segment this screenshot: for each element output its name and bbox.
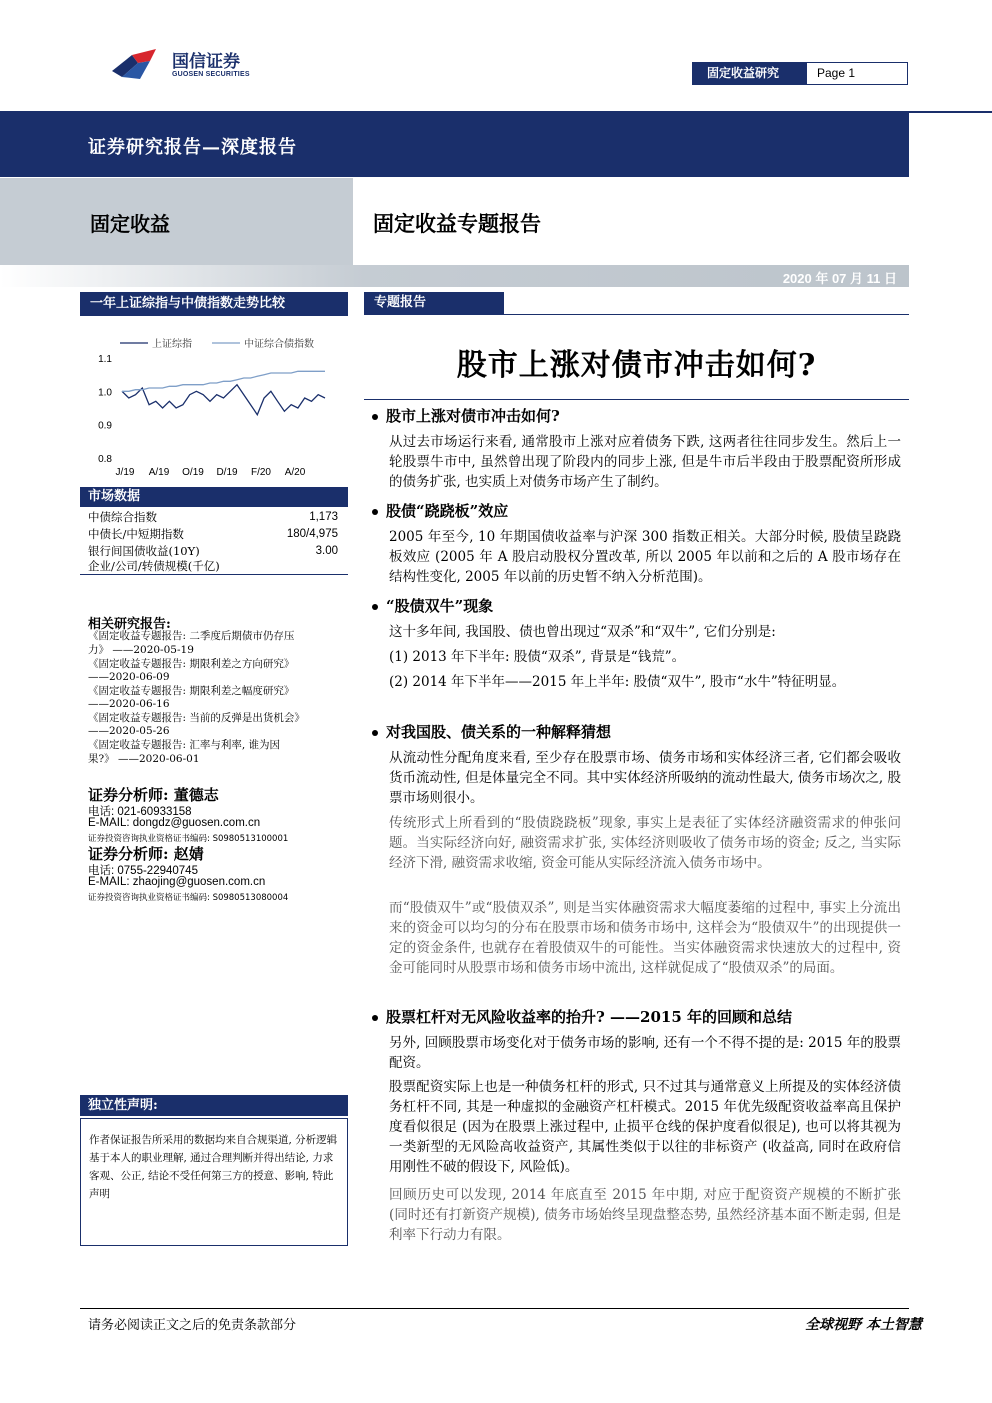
declaration-box (80, 1118, 348, 1246)
report-series: 固定收益专题报告 (373, 211, 541, 236)
market-row (88, 526, 340, 543)
declaration-text: 作者保证报告所采用的数据均来自合规渠道, 分析逻辑基于本人的职业理解, 通过合理判断并得出结论, 力求客观、公正, 结论不受任何第三方的授意、影响, 特此声明 (89, 1134, 338, 1200)
series-line (122, 385, 325, 415)
analyst-cert: 证券投资咨询执业资格证书编码: S0980513100001 (88, 834, 289, 844)
related-report-line: 《固定收益专题报告: 期限利差之幅度研究》 (88, 685, 295, 697)
body-paragraph: 这十多年间, 我国股、债也曾出现过“双杀”和“双牛”, 它们分别是: (389, 624, 776, 640)
related-report-line: 《固定收益专题报告: 当前的反弹是出货机会》 (88, 712, 305, 724)
x-tick-label: D/19 (216, 467, 238, 478)
related-report-line: ——2020-06-16 (88, 698, 170, 710)
sector-label: 固定收益 (90, 212, 170, 236)
guosen-logo-icon (110, 49, 168, 83)
related-report-line: 力》 ——2020-05-19 (88, 644, 194, 656)
related-report-line: 果?》 ——2020-06-01 (88, 753, 200, 765)
report-type: 证券研究报告—深度报告 (88, 137, 297, 158)
analyst-phone: 电话: 021-60933158 (88, 806, 192, 818)
report-date: 2020 年 07 月 11 日 (782, 271, 897, 286)
date-band (0, 265, 909, 287)
x-tick-label: O/19 (182, 467, 204, 478)
x-tick-label: A/20 (284, 467, 306, 478)
legend-label: 中证综合债指数 (244, 339, 314, 350)
legend-label: 上证综指 (152, 339, 192, 350)
chart-x-axis (116, 467, 306, 478)
bullet-icon (372, 730, 378, 736)
declaration-heading: 独立性声明: (80, 1095, 348, 1116)
analyst-cert: 证券投资咨询执业资格证书编码: S0980513080004 (88, 893, 289, 903)
section-heading: 股市上涨对债市冲击如何? (372, 405, 560, 426)
market-row-label: 企业/公司/转债规模(千亿) (88, 559, 220, 573)
analyst-title: 证券分析师: 董德志 (88, 786, 219, 804)
y-tick-label: 1.1 (98, 354, 112, 365)
related-reports-heading: 相关研究报告: (88, 617, 171, 632)
brand-name-en: GUOSEN SECURITIES (172, 71, 250, 78)
body-paragraph: 而“股债双牛”或“股债双杀”, 则是当实体融资需求大幅度萎缩的过程中, 事实上分流出来的资金可以均匀的分布在股票市场和债务市场中, 这样会为“股债双牛”的出现提供一定的资金条件, 也就存在着股债双牛的可能性。当实体融资需求快速放大的过程中, 资金可能同时从股票市场和债务市场中流出, 这样就促成了“股债双杀”的局面。 (389, 900, 901, 976)
market-row-value: 1,173 (309, 511, 338, 523)
index-comparison-chart (80, 330, 340, 480)
brand-name-cn: 国信证券 (172, 52, 240, 72)
body-paragraph: (1) 2013 年下半年: 股债“双杀”, 背景是“钱荒”。 (389, 649, 686, 665)
title-rule (364, 399, 909, 400)
header-category: 固定收益研究 (693, 63, 807, 84)
market-row-label: 中债长/中短期指数 (88, 527, 184, 541)
related-report-line: ——2020-06-09 (88, 671, 170, 683)
body-paragraph: 股票配资实际上也是一种债务杠杆的形式, 只不过其与通常意义上所提及的实体经济债务杠杆不同, 其是一种虚拟的金融资产杠杆模式。2015 年优先级配资收益率高且保护度看似很足 (因为在股票上涨过程中, 止损平仓线的保护度看似很足), 也可以将其视为一类新型的无风险高收益资产, 其属性类似于以往的非标资产 (收益高, 同时在政府信用刚性不破的假设下, 风险低)。 (389, 1079, 901, 1175)
market-row-value: 3.00 (315, 545, 338, 557)
y-tick-label: 0.9 (98, 420, 112, 432)
body-paragraph: 从过去市场运行来看, 通常股市上涨对应着债务下跌, 这两者往往同步发生。然后上一轮股票牛市中, 虽然曾出现了阶段内的同步上涨, 但是牛市后半段由于股票配资所形成的债务扩张, 也实质上对债务市场产生了制约。 (389, 434, 901, 490)
x-tick-label: F/20 (250, 467, 272, 478)
x-tick-label: A/19 (148, 467, 170, 478)
chart-y-axis (98, 354, 112, 465)
body-paragraph: (2) 2014 年下半年——2015 年上半年: 股债“双牛”, 股市“水牛”特征明显。 (389, 674, 846, 690)
footer-disclaimer: 请务必阅读正文之后的免责条款部分 (88, 1318, 297, 1333)
report-type-band (0, 113, 909, 177)
body-paragraph: 回顾历史可以发现, 2014 年底直至 2015 年中期, 对应于配资资产规模的不断扩张 (同时还有打新资产规模), 债务市场始终呈现盘整态势, 虽然经济基本面不断走弱, 但是利率下行动力有限。 (389, 1187, 901, 1243)
analyst-title: 证券分析师: 赵婧 (88, 845, 204, 863)
y-tick-label: 1.0 (98, 387, 112, 399)
bullet-icon (372, 509, 378, 515)
market-row (88, 558, 340, 575)
footer-rule (80, 1308, 909, 1309)
section-heading: 对我国股、债关系的一种解释猜想 (372, 721, 611, 742)
sector-panel (0, 178, 353, 265)
section-heading: 股票杠杆对无风险收益率的抬升? ——2015 年的回顾和总结 (372, 1006, 792, 1027)
y-tick-label: 0.8 (98, 454, 112, 465)
body-paragraph: 从流动性分配角度来看, 至少存在股票市场、债务市场和实体经济三者, 它们都会吸收货币流动性, 但是体量完全不同。其中实体经济所吸纳的流动性最大, 债务市场次之, 股票市场则很小。 (389, 750, 901, 806)
chart-heading: 一年上证综指与中债指数走势比较 (80, 292, 348, 316)
body-paragraph: 传统形式上所看到的“股债跷跷板”现象, 事实上是表征了实体经济融资需求的伸张问题。当实际经济向好, 融资需求扩张, 实体经济则吸收了债务市场的资金; 反之, 当实际经济下滑, 融资需求收缩, 资金可能从实际经济流入债务市场中。 (389, 815, 901, 871)
footer-slogan: 全球视野 本土智慧 (805, 1317, 922, 1333)
section-heading: 股债“跷跷板”效应 (372, 500, 508, 521)
analyst-email[interactable]: E-MAIL: zhaojing@guosen.com.cn (88, 876, 266, 888)
chart-plot-area (122, 371, 325, 414)
market-row-label: 银行间国债收益(10Y) (88, 544, 200, 558)
header-category-box (692, 62, 908, 85)
main-title: 股市上涨对债市冲击如何? (456, 348, 817, 383)
market-row (88, 509, 340, 526)
related-report-line: 《固定收益专题报告: 二季度后期债市仍存压 (88, 630, 295, 642)
tag-rule (364, 314, 909, 315)
body-paragraph: 2005 年至今, 10 年期国债收益率与沪深 300 指数正相关。大部分时候, 股债呈跷跷板效应 (2005 年 A 股启动股权分置改革, 所以 2005 年以前和之后的 A 股市场存在结构性变化, 2005 年以前的历史暂不纳入分析范围)。 (389, 529, 901, 585)
market-row-label: 中债综合指数 (88, 510, 157, 524)
analyst-email[interactable]: E-MAIL: dongdz@guosen.com.cn (88, 817, 261, 829)
related-report-line: 《固定收益专题报告: 期限利差之方向研究》 (88, 658, 295, 670)
page-number: Page 1 (817, 66, 856, 80)
body-paragraph: 另外, 回顾股票市场变化对于债务市场的影响, 还有一个不得不提的是: 2015 年的股票配资。 (389, 1035, 901, 1071)
report-tag: 专题报告 (364, 292, 504, 314)
series-line (122, 371, 325, 391)
related-report-line: 《固定收益专题报告: 汇率与利率, 谁为因 (88, 739, 281, 751)
analyst-phone: 电话: 0755-22940745 (88, 865, 198, 877)
bullet-icon (372, 1015, 378, 1021)
bullet-icon (372, 414, 378, 420)
x-tick-label: J/19 (115, 467, 135, 478)
market-data-heading: 市场数据 (80, 487, 348, 507)
section-heading: “股债双牛”现象 (372, 595, 493, 616)
related-report-line: ——2020-05-26 (88, 725, 170, 737)
market-row-value: 180/4,975 (286, 528, 338, 540)
market-divider (80, 574, 348, 575)
brand-logo (110, 47, 260, 87)
chart-legend (120, 337, 314, 350)
bullet-icon (372, 604, 378, 610)
